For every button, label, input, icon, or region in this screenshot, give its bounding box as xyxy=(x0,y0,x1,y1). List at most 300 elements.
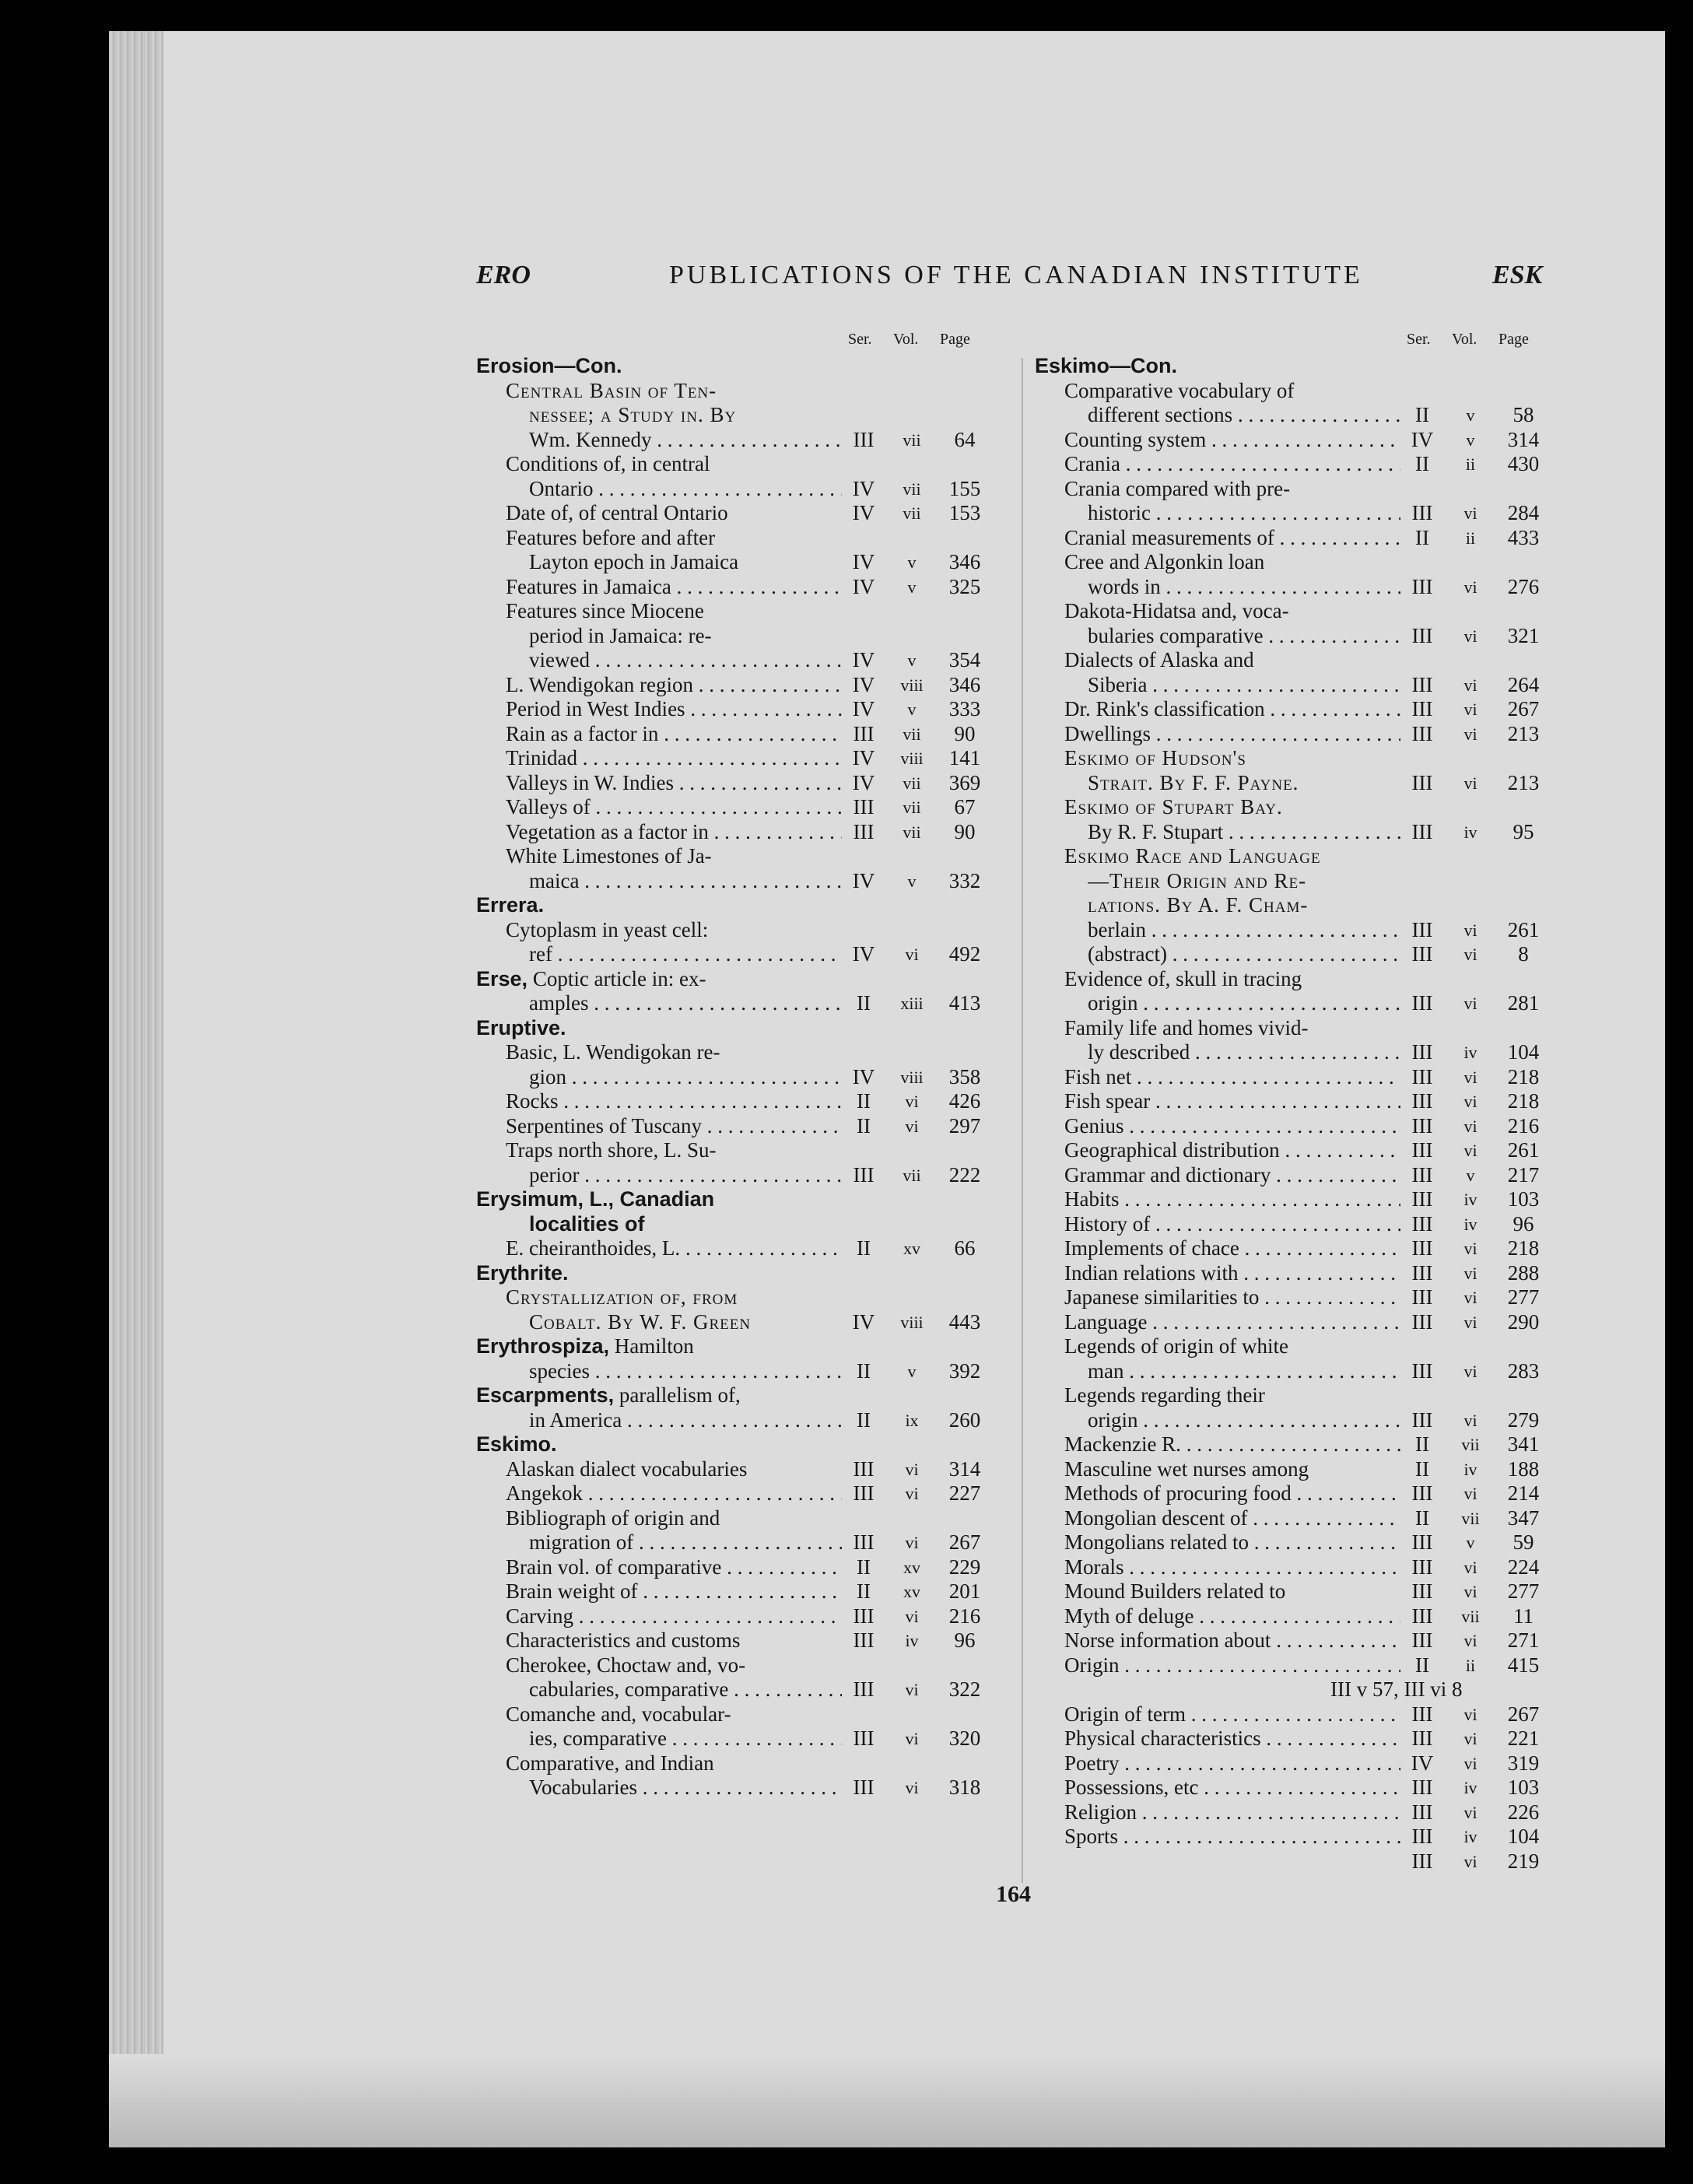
entry-page: 413 xyxy=(948,991,981,1015)
entry-vol: iv xyxy=(1463,1778,1477,1797)
entry-ser: IV xyxy=(852,574,875,598)
entry-text: White Limestones of Ja- xyxy=(506,844,712,868)
entry-page: 64 xyxy=(954,427,976,451)
entry-vol: iv xyxy=(905,1631,919,1650)
entry-text: Cherokee, Choctaw and, vo- xyxy=(506,1653,746,1677)
entry-text: gion . . . xyxy=(529,1065,842,1090)
entry-text: Characteristics and customs xyxy=(506,1628,741,1652)
entry-vol: vi xyxy=(1463,1557,1477,1577)
entry-text: Wm. Kennedy . . . xyxy=(529,428,842,453)
index-entry xyxy=(1035,869,1552,894)
entry-page: 333 xyxy=(948,697,981,720)
index-entry xyxy=(476,1138,996,1163)
entry-text: Counting system . . . xyxy=(1064,428,1400,453)
entry-page: 90 xyxy=(954,721,976,745)
index-entry xyxy=(476,1285,996,1310)
entry-ser: II xyxy=(1415,1506,1429,1530)
entry-vol: vi xyxy=(1463,1729,1477,1748)
index-entry xyxy=(1035,648,1552,673)
entry-text: historic . . . xyxy=(1088,501,1400,526)
entry-page: 284 xyxy=(1507,501,1540,524)
index-entry xyxy=(476,1604,996,1629)
entry-page: 214 xyxy=(1507,1481,1540,1505)
index-entry xyxy=(1035,1016,1552,1041)
entry-vol: vi xyxy=(905,1606,919,1626)
index-entry xyxy=(1035,1653,1552,1678)
index-entry xyxy=(1035,452,1552,477)
entry-vol: vii xyxy=(1461,1606,1480,1626)
entry-text: Habits . . . xyxy=(1064,1187,1400,1212)
index-entry xyxy=(476,1579,996,1604)
entry-page: 297 xyxy=(948,1113,981,1138)
entry-text: Ontario . . . xyxy=(529,477,842,502)
index-entry xyxy=(1035,1408,1552,1433)
entry-page: 66 xyxy=(954,1236,976,1260)
entry-page: 392 xyxy=(948,1358,981,1383)
entry-page: 226 xyxy=(1507,1800,1540,1824)
entry-page: 314 xyxy=(1507,427,1540,451)
entry-text: Evidence of, skull in tracing xyxy=(1064,966,1302,990)
index-entry xyxy=(1035,1285,1552,1310)
entry-ser: III xyxy=(1411,1162,1433,1187)
index-entry xyxy=(1035,697,1552,722)
index-entry xyxy=(1035,1457,1552,1482)
entry-vol: vii xyxy=(903,503,921,523)
entry-text: Eskimo. xyxy=(476,1432,557,1456)
entry-vol: vi xyxy=(1463,1484,1477,1503)
index-entry xyxy=(1035,1114,1552,1139)
entry-text: Family life and homes vivid- xyxy=(1064,1015,1309,1039)
entry-page: 267 xyxy=(1507,697,1540,720)
entry-text: Fish net . . . xyxy=(1064,1065,1400,1090)
entry-text: History of . . . xyxy=(1064,1212,1400,1237)
index-entry xyxy=(476,942,996,967)
entry-ser: III xyxy=(853,1162,875,1187)
entry-vol: v xyxy=(907,552,917,572)
entry-ser: III xyxy=(853,427,875,451)
entry-ser: II xyxy=(1415,1457,1429,1481)
index-entry xyxy=(1035,1310,1552,1335)
index-entry xyxy=(1035,1530,1552,1555)
entry-ser: III xyxy=(1411,1800,1433,1824)
entry-vol: vi xyxy=(1463,1141,1477,1160)
entry-text: Implements of chace . . . xyxy=(1064,1236,1400,1261)
entry-page: 443 xyxy=(948,1309,981,1334)
index-entry xyxy=(1035,379,1552,404)
entry-text: bularies comparative . . . xyxy=(1088,624,1400,649)
entry-ser: III xyxy=(853,819,875,843)
entry-text: Crania compared with pre- xyxy=(1064,476,1291,500)
entry-vol: vi xyxy=(905,1484,919,1503)
entry-page: 218 xyxy=(1507,1064,1540,1088)
entry-page: 261 xyxy=(1507,1138,1540,1162)
entry-ser: IV xyxy=(852,1309,875,1334)
entry-text: words in . . . xyxy=(1088,575,1400,600)
entry-ser: IV xyxy=(852,672,875,696)
entry-ser: III xyxy=(1411,501,1433,524)
entry-vol: xv xyxy=(903,1557,920,1577)
index-entry xyxy=(1035,1825,1552,1849)
index-entry xyxy=(476,428,996,453)
index-entry xyxy=(1035,1359,1552,1384)
entry-vol: viii xyxy=(900,675,924,695)
entry-ser: III xyxy=(1411,770,1433,794)
index-entry xyxy=(476,918,996,943)
entry-text: Origin . . . xyxy=(1064,1653,1400,1678)
entry-page: 224 xyxy=(1507,1555,1540,1579)
entry-ser: II xyxy=(1415,1432,1429,1456)
entry-page: 216 xyxy=(948,1604,981,1628)
index-entry xyxy=(1035,893,1552,918)
entry-vol: ix xyxy=(905,1410,919,1430)
entry-text: Vegetation as a factor in . . . xyxy=(506,820,842,845)
index-entry xyxy=(476,820,996,845)
entry-page: 267 xyxy=(948,1530,981,1554)
index-entry xyxy=(1035,1261,1552,1286)
entry-vol: vi xyxy=(1463,1067,1477,1087)
index-entry xyxy=(476,1016,996,1041)
entry-vol: vi xyxy=(1463,1312,1477,1332)
entry-page: 369 xyxy=(948,770,981,794)
index-entry xyxy=(1035,526,1552,551)
entry-ser: IV xyxy=(1411,427,1434,451)
index-entry xyxy=(476,1432,996,1457)
entry-text: (abstract) . . . xyxy=(1088,942,1400,967)
entry-text: lations. By A. F. Cham- xyxy=(1088,893,1309,917)
entry-vol: vi xyxy=(1463,1288,1477,1307)
entry-ser: II xyxy=(857,1555,871,1579)
entry-vol: iv xyxy=(1463,1043,1477,1062)
entry-vol: vii xyxy=(1461,1508,1480,1528)
entry-ser: III xyxy=(1411,1236,1433,1260)
index-entry xyxy=(1035,1555,1552,1580)
entry-text: Myth of deluge . . . xyxy=(1064,1604,1400,1629)
entry-ser: II xyxy=(1415,525,1429,549)
entry-text: berlain . . . xyxy=(1088,918,1400,943)
entry-vol: vi xyxy=(1463,945,1477,964)
index-entry xyxy=(476,1383,996,1408)
entry-page: 492 xyxy=(948,942,981,966)
entry-text: Cytoplasm in yeast cell: xyxy=(506,917,709,941)
entry-page: 227 xyxy=(948,1481,981,1505)
entry-text: species . . . xyxy=(529,1359,842,1384)
entry-text: Valleys of . . . xyxy=(506,795,842,820)
entry-vol: vi xyxy=(1463,1631,1477,1650)
index-entry xyxy=(1035,1212,1552,1237)
index-entry xyxy=(1035,1628,1552,1653)
index-entry xyxy=(1035,1138,1552,1163)
index-entry xyxy=(1035,673,1552,698)
entry-text: Grammar and dictionary . . . xyxy=(1064,1163,1400,1188)
index-entry xyxy=(476,844,996,869)
entry-vol: v xyxy=(907,1361,917,1381)
entry-text: Features in Jamaica . . . xyxy=(506,575,842,600)
index-entry xyxy=(1035,795,1552,820)
entry-page: 141 xyxy=(948,746,981,769)
entry-text: Cree and Algonkin loan xyxy=(1064,550,1265,573)
index-entry xyxy=(476,403,996,428)
entry-text: Alaskan dialect vocabularies xyxy=(506,1457,748,1481)
entry-ser: III xyxy=(853,1776,875,1799)
index-entry xyxy=(1035,1800,1552,1825)
entry-page: 11 xyxy=(1513,1604,1534,1628)
entry-text: Eskimo of Hudson's xyxy=(1064,746,1246,769)
entry-text: Layton epoch in Jamaica xyxy=(529,550,739,573)
entry-ser: III xyxy=(1411,1579,1433,1603)
entry-page: 279 xyxy=(1507,1408,1540,1432)
entry-vol: vii xyxy=(903,773,921,793)
entry-text: Brain vol. of comparative . . . xyxy=(506,1555,842,1580)
entry-vol: vi xyxy=(905,945,919,964)
index-entry xyxy=(476,1261,996,1286)
entry-ser: II xyxy=(857,1236,871,1260)
entry-page: 346 xyxy=(948,672,981,696)
entry-page: 267 xyxy=(1507,1702,1540,1726)
entry-vol: ii xyxy=(1465,528,1476,548)
entry-vol: vi xyxy=(905,1092,919,1111)
entry-vol: v xyxy=(907,871,917,891)
entry-text: Legends regarding their xyxy=(1064,1383,1265,1407)
entry-continuation: III v 57, III vi 8 xyxy=(1330,1677,1463,1701)
entry-ser: III xyxy=(1411,1113,1433,1138)
entry-ser: III xyxy=(1411,1776,1433,1799)
entry-ser: III xyxy=(853,795,875,819)
entry-vol: v xyxy=(907,699,917,719)
entry-vol: v xyxy=(1466,429,1475,450)
entry-page: 264 xyxy=(1507,672,1540,696)
index-entry xyxy=(476,1187,996,1212)
entry-vol: ii xyxy=(1465,454,1476,474)
entry-page: 260 xyxy=(948,1408,981,1432)
ser-label: Ser. xyxy=(1407,331,1431,348)
entry-ser: III xyxy=(1411,1555,1433,1579)
entry-ser: II xyxy=(857,1113,871,1138)
entry-ser: IV xyxy=(852,868,875,892)
entry-vol: vi xyxy=(1463,1753,1477,1773)
entry-text: Eruptive. xyxy=(476,1015,566,1039)
entry-ser: III xyxy=(1411,1138,1433,1162)
entry-text: Erythrospiza, Hamilton xyxy=(476,1334,694,1358)
index-entry xyxy=(1035,771,1552,796)
entry-vol: vi xyxy=(1463,1851,1477,1871)
index-entry xyxy=(476,1628,996,1653)
entry-page: 90 xyxy=(954,819,976,843)
entry-page: 218 xyxy=(1507,1089,1540,1113)
entry-vol: vii xyxy=(1461,1435,1480,1454)
entry-page: 346 xyxy=(948,550,981,573)
entry-text: Features since Miocene xyxy=(506,599,704,622)
index-entry xyxy=(476,354,996,379)
entry-text: viewed . . . xyxy=(529,648,842,673)
entry-text: Sports . . . xyxy=(1064,1825,1400,1849)
index-entry xyxy=(1035,1089,1552,1114)
entry-text: L. Wendigokan region . . . xyxy=(506,673,842,698)
index-entry xyxy=(1035,1506,1552,1531)
entry-vol: vi xyxy=(905,1116,919,1136)
entry-text: Traps north shore, L. Su- xyxy=(506,1138,717,1162)
entry-vol: vii xyxy=(903,822,921,842)
page-edge xyxy=(109,31,163,2147)
index-entry xyxy=(1035,1481,1552,1506)
entry-text: Dr. Rink's classification . . . xyxy=(1064,697,1400,722)
entry-vol: iv xyxy=(1463,1827,1477,1846)
vol-label: Vol. xyxy=(893,331,919,348)
entry-text: Japanese similarities to . . . xyxy=(1064,1285,1400,1310)
index-entry xyxy=(1035,477,1552,502)
entry-text: Mongolians related to . . . xyxy=(1064,1530,1400,1555)
entry-page: 213 xyxy=(1507,721,1540,745)
entry-text: Conditions of, in central xyxy=(506,452,710,475)
entry-text: Central Basin of Ten- xyxy=(506,378,717,402)
entry-ser: II xyxy=(1415,403,1429,426)
entry-vol: ii xyxy=(1465,1655,1476,1675)
entry-ser: IV xyxy=(852,1064,875,1088)
entry-vol: vii xyxy=(903,1165,921,1185)
entry-page: 290 xyxy=(1507,1309,1540,1334)
entry-text: Trinidad . . . xyxy=(506,746,842,771)
entry-text: Erse, Coptic article in: ex- xyxy=(476,966,706,990)
entry-vol: vi xyxy=(1463,675,1477,695)
entry-vol: viii xyxy=(900,1067,924,1087)
index-entry xyxy=(476,1506,996,1531)
entry-text: origin . . . xyxy=(1088,1408,1400,1433)
entry-page: 104 xyxy=(1507,1040,1540,1064)
entry-vol: vi xyxy=(905,1459,919,1479)
entry-page: 433 xyxy=(1507,525,1540,549)
index-entry xyxy=(476,624,996,649)
entry-text: Origin of term . . . xyxy=(1064,1702,1400,1727)
left-index-entries xyxy=(476,354,996,1800)
entry-ser: IV xyxy=(852,746,875,769)
index-entry xyxy=(476,771,996,796)
running-head-right: ESK xyxy=(1492,261,1543,289)
entry-ser: III xyxy=(853,1481,875,1505)
entry-vol: vi xyxy=(1463,503,1477,523)
entry-vol: vi xyxy=(1463,626,1477,646)
entry-text: Valleys in W. Indies . . . xyxy=(506,771,842,796)
entry-vol: vi xyxy=(1463,1092,1477,1111)
index-entry xyxy=(1035,918,1552,943)
entry-ser: III xyxy=(1411,1089,1433,1113)
entry-text: Errera. xyxy=(476,893,545,917)
index-entry xyxy=(476,697,996,722)
entry-ser: II xyxy=(857,991,871,1015)
entry-ser: IV xyxy=(852,770,875,794)
entry-vol: vi xyxy=(1463,1361,1477,1381)
entry-ser: II xyxy=(857,1579,871,1603)
index-entry xyxy=(476,599,996,624)
entry-text: Brain weight of . . . xyxy=(506,1579,842,1604)
entry-ser: III xyxy=(853,1604,875,1628)
index-entry xyxy=(1035,624,1552,649)
entry-text: Eskimo Race and Language xyxy=(1064,844,1321,868)
entry-ser: III xyxy=(1411,1211,1433,1236)
entry-text: Mound Builders related to xyxy=(1064,1579,1286,1603)
index-entry xyxy=(1035,575,1552,600)
entry-vol: vi xyxy=(905,1533,919,1552)
index-entry xyxy=(1035,428,1552,453)
entry-text: ly described . . . xyxy=(1088,1040,1400,1065)
index-entry xyxy=(1035,1776,1552,1800)
index-entry xyxy=(476,1751,996,1776)
entry-ser: III xyxy=(1411,1358,1433,1383)
entry-page: 213 xyxy=(1507,770,1540,794)
entry-vol: v xyxy=(907,577,917,597)
entry-vol: vi xyxy=(1463,724,1477,744)
index-entry xyxy=(476,893,996,918)
entry-text: Religion . . . xyxy=(1064,1800,1400,1825)
index-entry xyxy=(476,1727,996,1751)
index-entry xyxy=(476,1163,996,1188)
entry-text: Carving . . . xyxy=(506,1604,842,1629)
entry-page: 59 xyxy=(1512,1530,1534,1554)
page-label: Page xyxy=(1498,331,1529,348)
entry-text: different sections . . . xyxy=(1088,403,1400,428)
entry-ser: III xyxy=(853,721,875,745)
entry-text: localities of xyxy=(529,1211,645,1236)
entry-vol: viii xyxy=(900,1312,924,1332)
entry-ser: III xyxy=(1411,1187,1433,1211)
index-entry xyxy=(1035,1432,1552,1457)
entry-ser: III xyxy=(1411,697,1433,720)
entry-ser: III xyxy=(1411,1260,1433,1285)
entry-ser: III xyxy=(1411,1309,1433,1334)
entry-ser: IV xyxy=(852,476,875,500)
index-entry xyxy=(476,501,996,526)
entry-page: 319 xyxy=(1507,1751,1540,1775)
entry-page: 58 xyxy=(1512,403,1534,426)
entry-vol: vi xyxy=(1463,1263,1477,1283)
entry-vol: xv xyxy=(903,1582,920,1601)
entry-page: 96 xyxy=(1512,1211,1534,1236)
index-entry xyxy=(476,1359,996,1384)
entry-ser: II xyxy=(857,1089,871,1113)
index-entry xyxy=(1035,967,1552,992)
index-entry xyxy=(476,575,996,600)
entry-page: 341 xyxy=(1507,1432,1540,1456)
entry-text: Vocabularies . . . xyxy=(529,1776,842,1800)
entry-vol: vi xyxy=(1463,773,1477,793)
entry-ser: III xyxy=(853,1727,875,1750)
entry-text: Comanche and, vocabular- xyxy=(506,1702,731,1726)
index-entry xyxy=(476,1653,996,1678)
entry-text: Eskimo—Con. xyxy=(1035,354,1178,377)
entry-vol: vi xyxy=(1463,1802,1477,1822)
entry-text: period in Jamaica: re- xyxy=(529,623,712,647)
index-entry xyxy=(476,1089,996,1114)
entry-page: 276 xyxy=(1507,574,1540,598)
entry-page: 219 xyxy=(1507,1849,1540,1873)
index-entry xyxy=(476,1408,996,1433)
entry-ser: IV xyxy=(852,648,875,671)
right-index-entries xyxy=(1035,354,1552,1874)
entry-ser: III xyxy=(1411,1849,1433,1873)
entry-text: Masculine wet nurses among xyxy=(1064,1457,1309,1481)
entry-text: Crystallization of, from xyxy=(506,1285,738,1309)
entry-text: Rain as a factor in . . . xyxy=(506,722,842,747)
entry-ser: II xyxy=(857,1408,871,1432)
entry-text: Morals . . . xyxy=(1064,1555,1400,1580)
entry-ser: III xyxy=(1411,819,1433,843)
entry-vol: vi xyxy=(1463,577,1477,597)
entry-ser: III xyxy=(1411,623,1433,647)
entry-ser: III xyxy=(1411,942,1433,966)
entry-ser: III xyxy=(1411,574,1433,598)
entry-text: Fish spear . . . xyxy=(1064,1089,1400,1114)
index-entry xyxy=(1035,991,1552,1016)
index-entry xyxy=(476,1457,996,1482)
entry-text: origin . . . xyxy=(1088,991,1400,1016)
